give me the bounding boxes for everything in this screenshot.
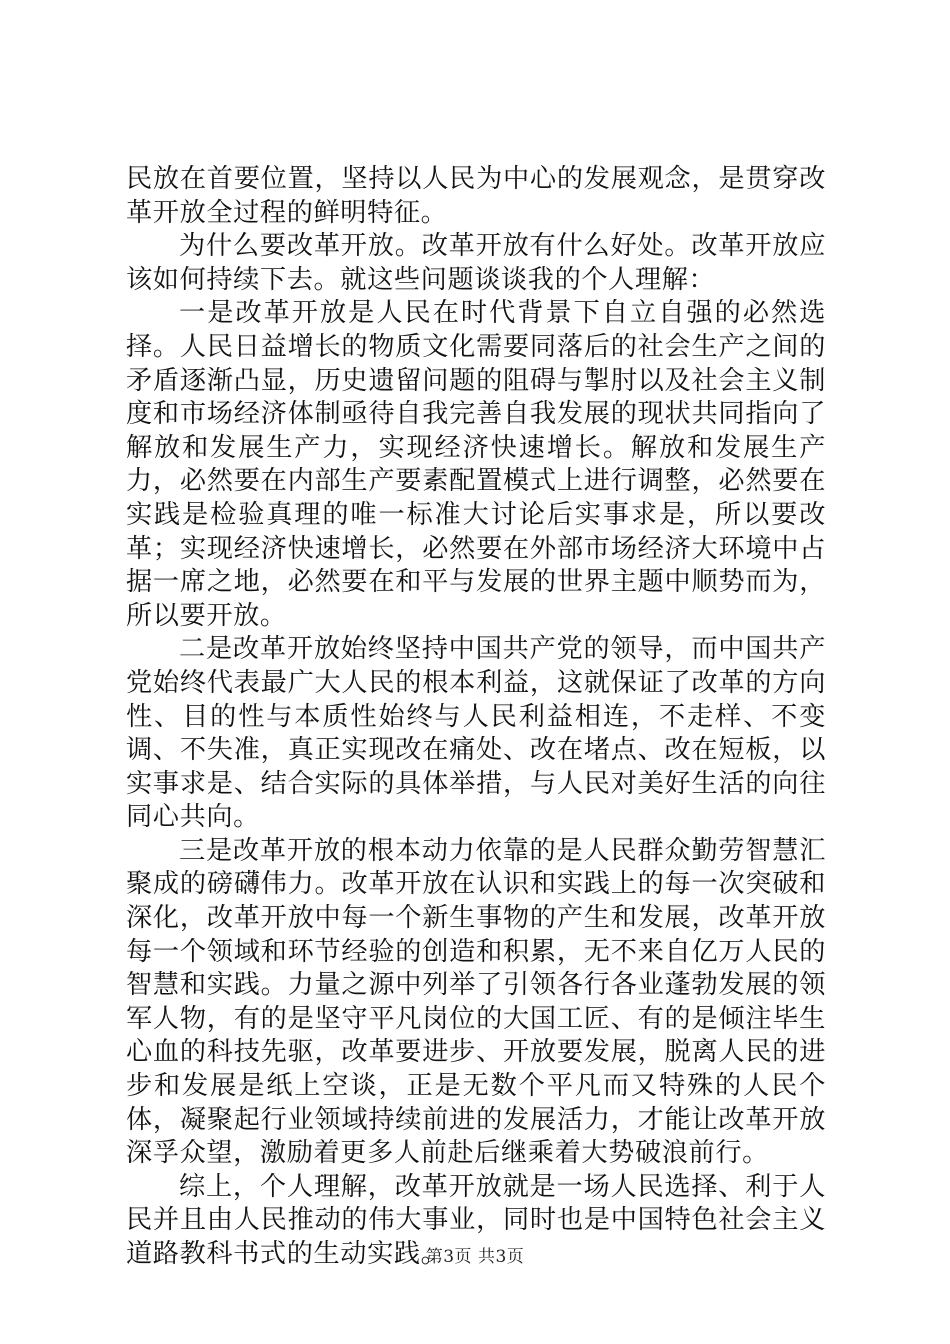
paragraph-questions: 为什么要改革开放。改革开放有什么好处。改革开放应该如何持续下去。就这些问题谈谈我的个人理解： bbox=[126, 231, 826, 295]
paragraph-continuation: 民放在首要位置，坚持以人民为中心的发展观念，是贯穿改革开放全过程的鲜明特征。 bbox=[126, 164, 826, 228]
paragraph-conclusion: 综上，个人理解，改革开放就是一场人民选择、利于人民并且由人民推动的伟大事业，同时也是中国特色社会主义道路教科书式的生动实践。 bbox=[126, 1171, 826, 1269]
paragraph-point-three: 三是改革开放的根本动力依靠的是人民群众勤劳智慧汇聚成的磅礴伟力。改革开放在认识和实践上的每一次突破和深化，改革开放中每一个新生事物的产生和发展，改革开放每一个领域和环节经验的创造和积累，无不来自亿万人民的智慧和实践。力量之源中列举了引领各行各业蓬勃发展的领军人物，有的是坚守平凡岗位的大国工匠、有的是倾注毕生心血的科技先驱，改革要进步、开放要发展，脱离人民的进步和发展是纸上空谈，正是无数个平凡而又特殊的人民个体，凝聚起行业领域持续前进的发展活力，才能让改革开放深孚众望，激励着更多人前赴后继乘着大势破浪前行。 bbox=[126, 835, 826, 1169]
page-footer: 第3页 共3页 bbox=[425, 1247, 525, 1267]
paragraph-point-one: 一是改革开放是人民在时代背景下自立自强的必然选择。人民日益增长的物质文化需要同落后的社会生产之间的矛盾逐渐凸显，历史遗留问题的阻碍与掣肘以及社会主义制度和市场经济体制亟待自我完善自我发展的现状共同指向了解放和发展生产力，实现经济快速增长。解放和发展生产力，必然要在内部生产要素配置模式上进行调整，必然要在实践是检验真理的唯一标准大讨论后实事求是，所以要改革；实现经济快速增长，必然要在外部市场经济大环境中占据一席之地，必然要在和平与发展的世界主题中顺势而为，所以要开放。 bbox=[126, 298, 826, 631]
paragraph-point-two: 二是改革开放始终坚持中国共产党的领导，而中国共产党始终代表最广大人民的根本利益，这就保证了改革的方向性、目的性与本质性始终与人民利益相连，不走样、不变调、不失准，真正实现改在痛处、改在堵点、改在短板，以实事求是、结合实际的具体举措，与人民对美好生活的向往同心共向。 bbox=[126, 634, 826, 833]
document-body bbox=[126, 163, 826, 1272]
